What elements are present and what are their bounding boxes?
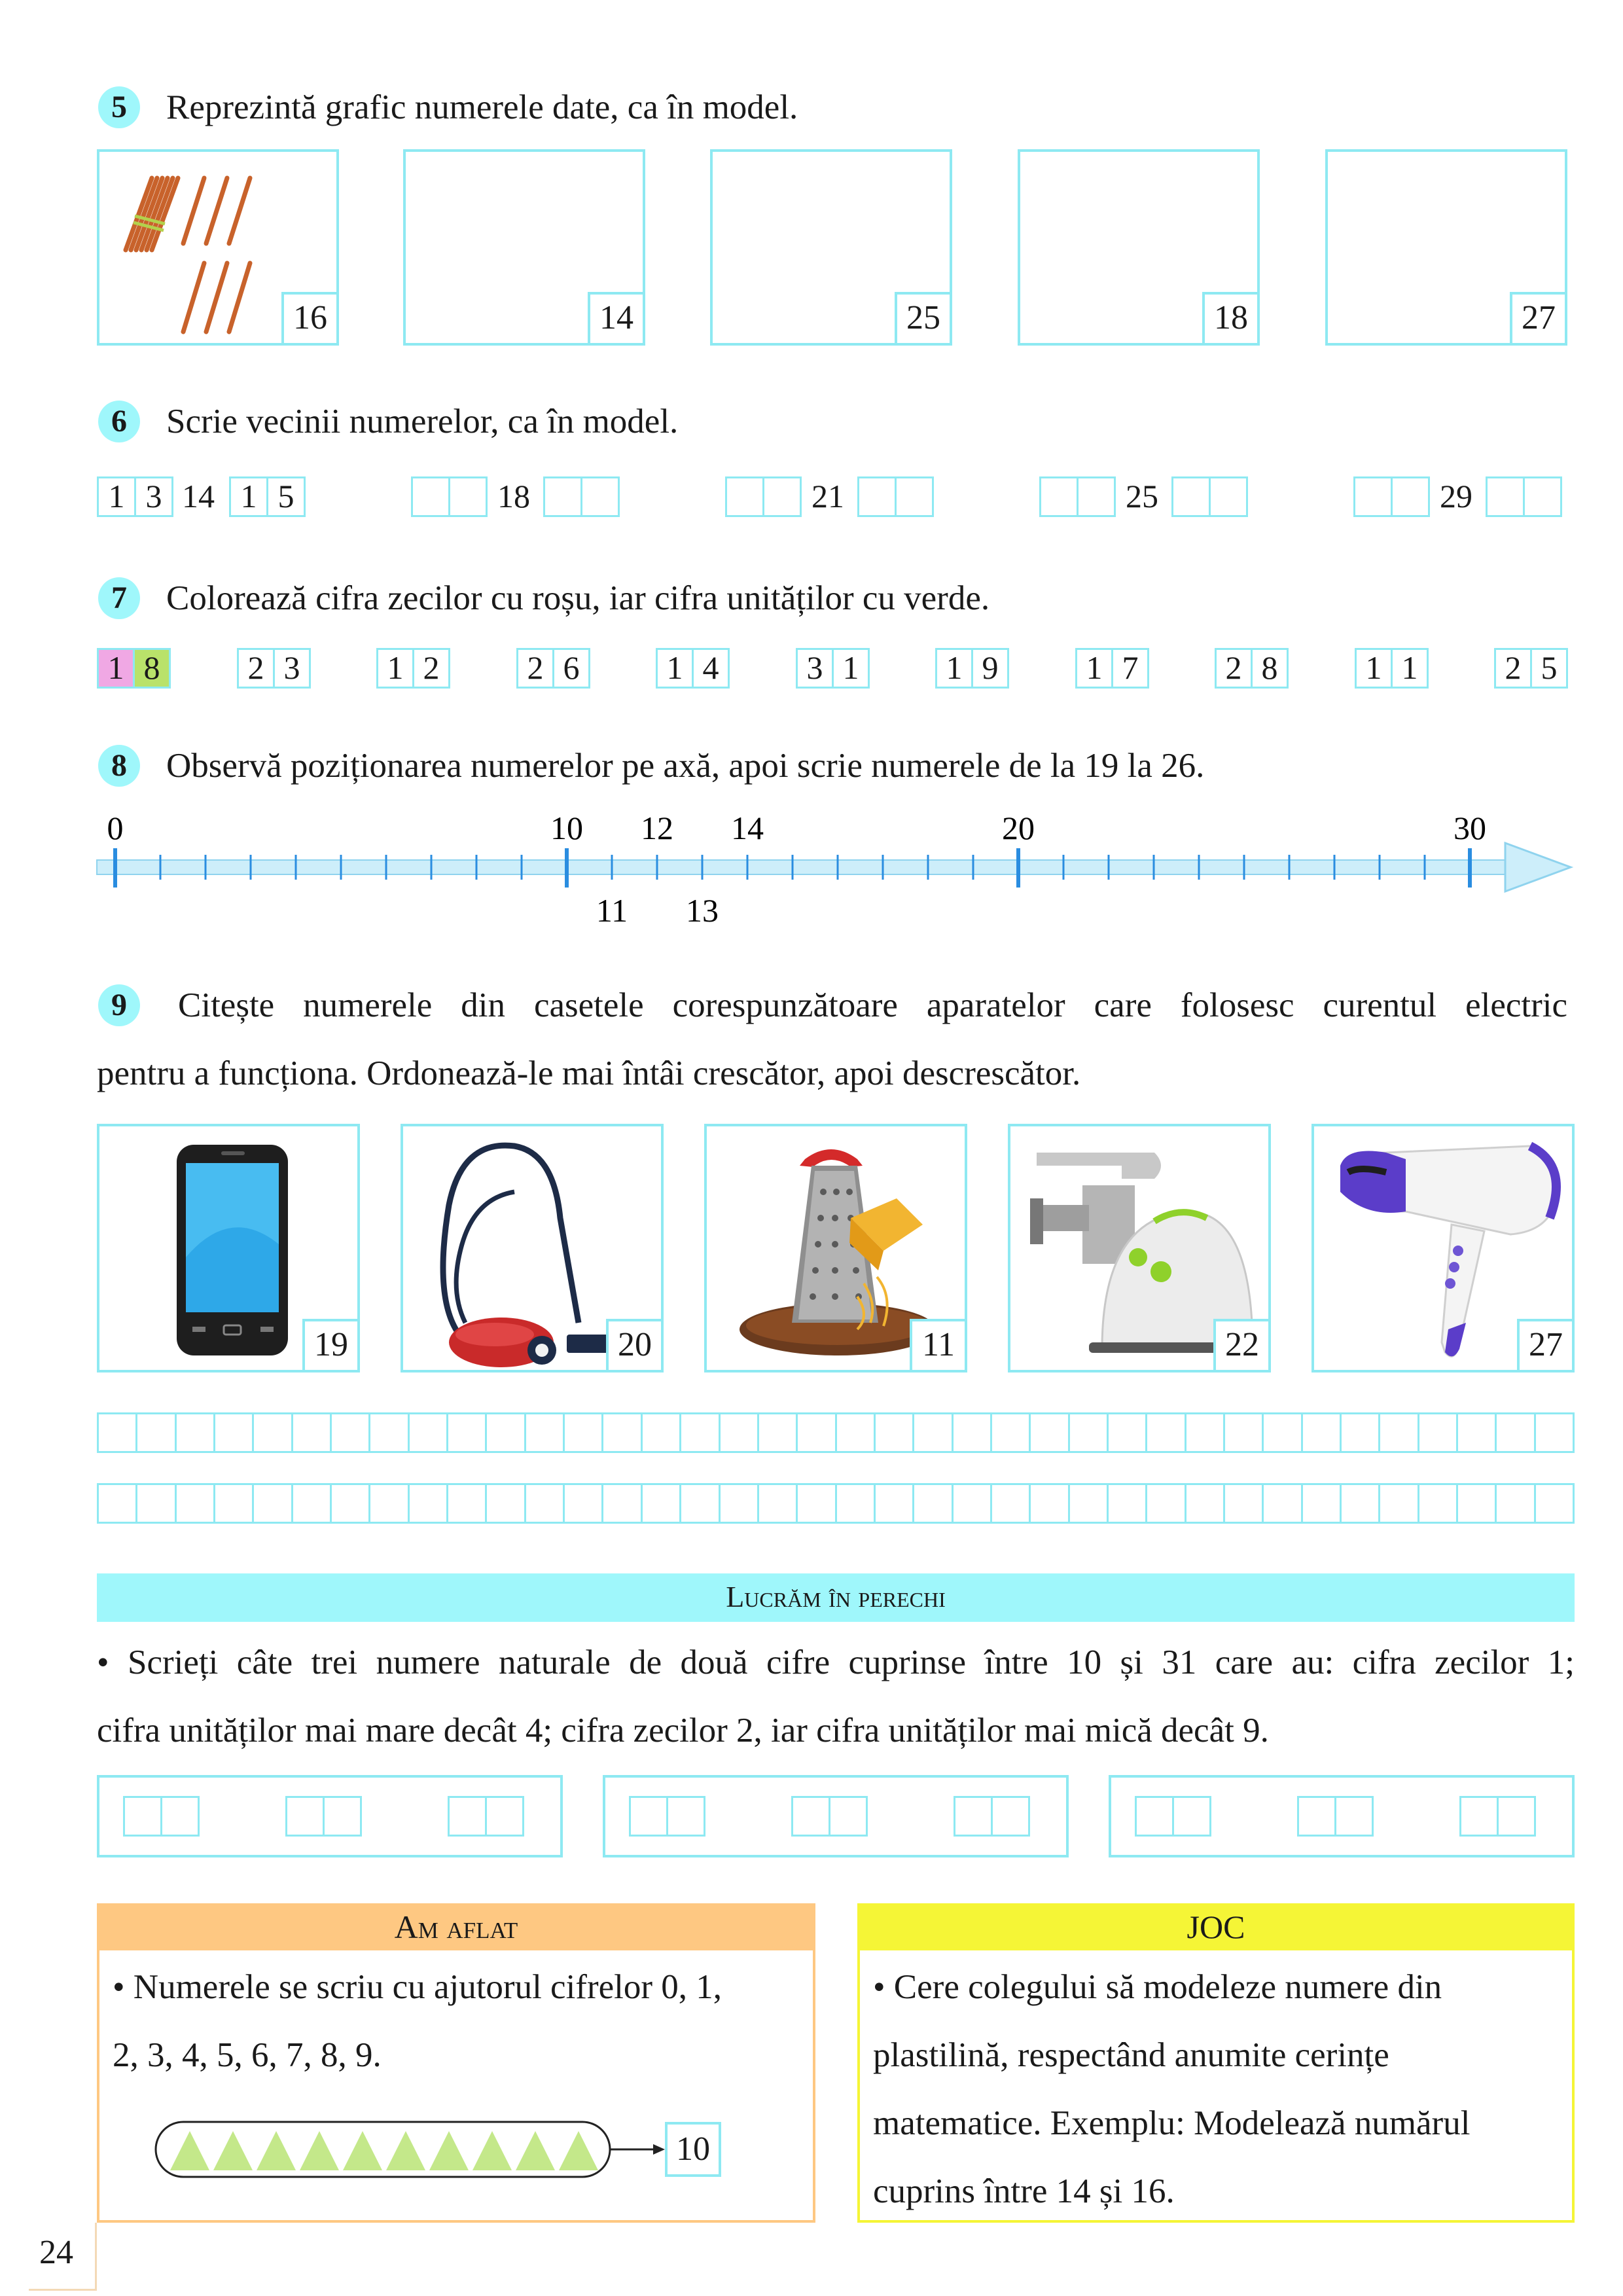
joc-text xyxy=(873,1953,1567,2225)
grid-cell[interactable] xyxy=(1380,1485,1419,1522)
grid-cell[interactable] xyxy=(1031,1414,1069,1451)
axis-label: 14 xyxy=(731,812,764,846)
grid-cell[interactable] xyxy=(1147,1414,1186,1451)
answer-cell[interactable] xyxy=(411,476,450,517)
answer-cell[interactable] xyxy=(1391,476,1430,517)
text-line: • Numerele se scriu cu ajutorul cifrelor 0, 1, xyxy=(113,1968,722,2006)
answer-cell[interactable] xyxy=(762,476,802,517)
grid-cell[interactable] xyxy=(526,1414,565,1451)
answer-cell[interactable] xyxy=(485,1796,524,1837)
instruction-line: pentru a funcționa. Ordonează-le mai întâi crescător, apoi descrescător. xyxy=(97,1054,1081,1092)
grid-cell[interactable] xyxy=(1109,1485,1147,1522)
answer-cell[interactable] xyxy=(123,1796,162,1837)
exercise-instruction: Reprezintă grafic numerele date, ca în model. xyxy=(166,88,798,126)
given-number: 29 xyxy=(1440,478,1472,514)
tens-digit-cell[interactable]: 1 xyxy=(1075,648,1113,689)
grid-cell[interactable] xyxy=(254,1414,293,1451)
digit-cell: 1 xyxy=(97,476,136,517)
exercise-instruction: Scrie vecinii numerelor, ca în model. xyxy=(166,403,679,440)
grid-cell[interactable] xyxy=(992,1485,1031,1522)
am-aflat-text xyxy=(113,1953,806,2089)
text-line: cifra unităților mai mare decât 4; cifra zecilor 2, iar cifra unităților mai mică decât 9. xyxy=(97,1712,1269,1749)
writing-grid-row[interactable] xyxy=(97,1412,1575,1453)
grid-cell[interactable] xyxy=(1109,1414,1147,1451)
grid-cell[interactable] xyxy=(293,1485,332,1522)
answer-cell[interactable] xyxy=(1172,1796,1211,1837)
units-digit-cell[interactable]: 4 xyxy=(692,648,730,689)
grid-cell[interactable] xyxy=(837,1414,876,1451)
page-number: 24 xyxy=(39,2234,73,2271)
text-line: • Scrieți câte trei numere naturale de două cifre cuprinse între 10 și 31 care au: cifra zecilor 1; xyxy=(97,1643,1575,1681)
text-line: • Cere colegului să modeleze numere din xyxy=(873,1968,1442,2006)
answer-cell[interactable] xyxy=(323,1796,362,1837)
grid-cell[interactable] xyxy=(643,1485,681,1522)
given-number: 25 xyxy=(1126,478,1158,514)
exercise-instruction xyxy=(97,971,1567,1107)
answer-cell[interactable] xyxy=(895,476,934,517)
grid-cell[interactable] xyxy=(954,1485,992,1522)
grid-cell[interactable] xyxy=(1419,1485,1458,1522)
grid-cell[interactable] xyxy=(137,1414,176,1451)
units-digit-cell[interactable]: 5 xyxy=(1530,648,1568,689)
units-digit-cell[interactable]: 8 xyxy=(1251,648,1289,689)
grid-cell[interactable] xyxy=(1342,1414,1380,1451)
text-line: matematice. Exemplu: Modelează numărul xyxy=(873,2104,1471,2142)
text-line: plastilină, respectând anumite cerințe xyxy=(873,2036,1389,2074)
answer-cell[interactable] xyxy=(1334,1796,1374,1837)
grid-cell[interactable] xyxy=(992,1414,1031,1451)
answer-cell[interactable] xyxy=(629,1796,668,1837)
grid-cell[interactable] xyxy=(1419,1414,1458,1451)
tens-digit-cell[interactable]: 2 xyxy=(1494,648,1532,689)
grid-cell[interactable] xyxy=(487,1414,526,1451)
grid-cell[interactable] xyxy=(254,1485,293,1522)
answer-cell[interactable] xyxy=(991,1796,1030,1837)
answer-cell[interactable] xyxy=(1523,476,1562,517)
tens-digit-cell[interactable]: 1 xyxy=(656,648,694,689)
answer-cell[interactable] xyxy=(1486,476,1525,517)
answer-cell[interactable] xyxy=(1497,1796,1536,1837)
grid-cell[interactable] xyxy=(1147,1485,1186,1522)
grid-cell[interactable] xyxy=(177,1485,215,1522)
units-digit-cell[interactable]: 8 xyxy=(133,648,171,689)
answer-cell[interactable] xyxy=(1209,476,1248,517)
grid-cell[interactable] xyxy=(1264,1485,1302,1522)
units-digit-cell[interactable]: 1 xyxy=(832,648,870,689)
grid-cell[interactable] xyxy=(876,1485,914,1522)
grid-cell[interactable] xyxy=(681,1414,720,1451)
grid-cell[interactable] xyxy=(215,1414,254,1451)
grid-cell[interactable] xyxy=(721,1414,759,1451)
grid-cell[interactable] xyxy=(1264,1414,1302,1451)
grid-cell[interactable] xyxy=(293,1414,332,1451)
instruction-line: Citește numerele din casetele corespunzătoare aparatelor care folosesc curentul electric xyxy=(178,986,1567,1024)
number-tag: 27 xyxy=(1510,292,1567,346)
grid-cell[interactable] xyxy=(1303,1414,1342,1451)
given-number: 21 xyxy=(812,478,844,514)
answer-cell[interactable] xyxy=(1297,1796,1336,1837)
answer-cell[interactable] xyxy=(1459,1796,1499,1837)
answer-cell[interactable] xyxy=(448,1796,487,1837)
text-line: 2, 3, 4, 5, 6, 7, 8, 9. xyxy=(113,2036,382,2074)
grid-cell[interactable] xyxy=(215,1485,254,1522)
tens-digit-cell[interactable]: 2 xyxy=(1215,648,1253,689)
grid-cell[interactable] xyxy=(370,1485,409,1522)
units-digit-cell[interactable]: 1 xyxy=(1391,648,1429,689)
exercise-instruction: Observă poziționarea numerelor pe axă, apoi scrie numerele de la 19 la 26. xyxy=(166,747,1205,785)
section-text xyxy=(97,1628,1575,1765)
number-tag: 14 xyxy=(588,292,645,346)
grid-cell[interactable] xyxy=(448,1414,487,1451)
grid-cell[interactable] xyxy=(137,1485,176,1522)
exercise-number: 8 xyxy=(98,745,140,787)
units-digit-cell[interactable]: 6 xyxy=(552,648,590,689)
tens-digit-cell[interactable]: 1 xyxy=(97,648,135,689)
grid-cell[interactable] xyxy=(603,1485,642,1522)
answer-cell[interactable] xyxy=(666,1796,705,1837)
grid-cell[interactable] xyxy=(1303,1485,1342,1522)
grid-cell[interactable] xyxy=(1497,1485,1535,1522)
joc-title: JOC xyxy=(857,1903,1575,1950)
result-number: 10 xyxy=(665,2122,721,2177)
axis-label: 20 xyxy=(1002,812,1035,846)
digit-cell: 3 xyxy=(134,476,173,517)
axis-label: 30 xyxy=(1454,812,1486,846)
tens-digit-cell[interactable]: 3 xyxy=(796,648,834,689)
grid-cell[interactable] xyxy=(798,1485,836,1522)
answer-cell[interactable] xyxy=(791,1796,830,1837)
answer-cell[interactable] xyxy=(1135,1796,1174,1837)
number-tag: 25 xyxy=(895,292,952,346)
answer-cell[interactable] xyxy=(1353,476,1393,517)
grid-cell[interactable] xyxy=(1031,1485,1069,1522)
answer-cell[interactable] xyxy=(857,476,897,517)
units-digit-cell[interactable]: 2 xyxy=(412,648,450,689)
number-tag: 11 xyxy=(910,1319,967,1372)
grid-cell[interactable] xyxy=(876,1414,914,1451)
digit-pairs-row xyxy=(0,648,1623,691)
grid-cell[interactable] xyxy=(448,1485,487,1522)
tens-digit-cell[interactable]: 2 xyxy=(516,648,554,689)
axis-label: 13 xyxy=(686,892,719,929)
answer-cell[interactable] xyxy=(1039,476,1079,517)
grid-cell[interactable] xyxy=(99,1414,137,1451)
units-digit-cell[interactable]: 3 xyxy=(273,648,311,689)
tens-digit-cell[interactable]: 1 xyxy=(935,648,973,689)
grid-cell[interactable] xyxy=(1186,1485,1225,1522)
answer-cell[interactable] xyxy=(448,476,488,517)
grid-cell[interactable] xyxy=(565,1414,603,1451)
writing-grid-row[interactable] xyxy=(97,1483,1575,1524)
grid-cell[interactable] xyxy=(1458,1414,1497,1451)
section-banner: Lucrăm în perechi xyxy=(97,1573,1575,1622)
units-digit-cell[interactable]: 9 xyxy=(971,648,1009,689)
grid-cell[interactable] xyxy=(914,1485,953,1522)
grid-cell[interactable] xyxy=(798,1414,836,1451)
grid-cell[interactable] xyxy=(487,1485,526,1522)
grid-cell[interactable] xyxy=(1225,1414,1264,1451)
grid-cell[interactable] xyxy=(526,1485,565,1522)
text-line: cuprins între 14 și 16. xyxy=(873,2172,1175,2210)
grid-cell[interactable] xyxy=(954,1414,992,1451)
answer-cell[interactable] xyxy=(160,1796,200,1837)
grid-cell[interactable] xyxy=(332,1414,370,1451)
grid-cell[interactable] xyxy=(1458,1485,1497,1522)
given-number: 14 xyxy=(182,478,215,514)
grid-cell[interactable] xyxy=(1497,1414,1535,1451)
digit-cell: 1 xyxy=(229,476,268,517)
answer-cells xyxy=(0,0,1623,1)
grid-cell[interactable] xyxy=(370,1414,409,1451)
grid-cell[interactable] xyxy=(99,1485,137,1522)
tens-digit-cell[interactable]: 1 xyxy=(376,648,414,689)
grid-cell[interactable] xyxy=(1225,1485,1264,1522)
grid-cell[interactable] xyxy=(332,1485,370,1522)
tens-digit-cell[interactable]: 1 xyxy=(1355,648,1393,689)
units-digit-cell[interactable]: 7 xyxy=(1111,648,1149,689)
number-tag: 19 xyxy=(302,1319,360,1372)
axis-label: 11 xyxy=(596,892,628,929)
exercise-number: 7 xyxy=(98,577,140,619)
digit-cell: 5 xyxy=(266,476,306,517)
axis-label: 10 xyxy=(550,812,583,846)
exercise-number: 6 xyxy=(98,401,140,442)
answer-cell[interactable] xyxy=(1077,476,1116,517)
exercise-number: 5 xyxy=(98,86,140,128)
grid-cell[interactable] xyxy=(681,1485,720,1522)
grid-cell[interactable] xyxy=(721,1485,759,1522)
answer-cell[interactable] xyxy=(1171,476,1211,517)
grid-cell[interactable] xyxy=(914,1414,953,1451)
exercise-instruction: Colorează cifra zecilor cu roșu, iar cifra unităților cu verde. xyxy=(166,579,990,617)
grid-cell[interactable] xyxy=(1070,1485,1109,1522)
number-tag: 27 xyxy=(1517,1319,1575,1372)
number-line xyxy=(0,812,1623,962)
grid-cell[interactable] xyxy=(565,1485,603,1522)
grid-cell[interactable] xyxy=(603,1414,642,1451)
grid-cell[interactable] xyxy=(759,1414,798,1451)
number-tag: 20 xyxy=(606,1319,664,1372)
answer-cell[interactable] xyxy=(580,476,620,517)
answer-cell[interactable] xyxy=(725,476,764,517)
am-aflat-title: Am aflat xyxy=(97,1903,815,1950)
exercise-number: 9 xyxy=(98,984,140,1026)
triangles-set-icon xyxy=(144,2110,668,2189)
grid-cell[interactable] xyxy=(1070,1414,1109,1451)
number-tag: 18 xyxy=(1202,292,1260,346)
grid-cell[interactable] xyxy=(837,1485,876,1522)
given-number: 18 xyxy=(497,478,530,514)
axis-label: 12 xyxy=(641,812,673,846)
grid-cell[interactable] xyxy=(410,1485,448,1522)
grid-cell[interactable] xyxy=(1186,1414,1225,1451)
grid-cell[interactable] xyxy=(177,1414,215,1451)
grid-cell[interactable] xyxy=(1342,1485,1380,1522)
tens-digit-cell[interactable]: 2 xyxy=(237,648,275,689)
answer-cell[interactable] xyxy=(829,1796,868,1837)
grid-cell[interactable] xyxy=(410,1414,448,1451)
grid-cell[interactable] xyxy=(643,1414,681,1451)
grid-cell[interactable] xyxy=(759,1485,798,1522)
answer-cell[interactable] xyxy=(543,476,582,517)
grid-cell[interactable] xyxy=(1380,1414,1419,1451)
answer-cell[interactable] xyxy=(954,1796,993,1837)
grid-cell[interactable] xyxy=(1536,1485,1573,1522)
number-tag: 16 xyxy=(281,292,339,346)
axis-label: 0 xyxy=(107,812,124,846)
answer-cell[interactable] xyxy=(285,1796,325,1837)
grid-cell[interactable] xyxy=(1536,1414,1573,1451)
number-tag: 22 xyxy=(1213,1319,1271,1372)
